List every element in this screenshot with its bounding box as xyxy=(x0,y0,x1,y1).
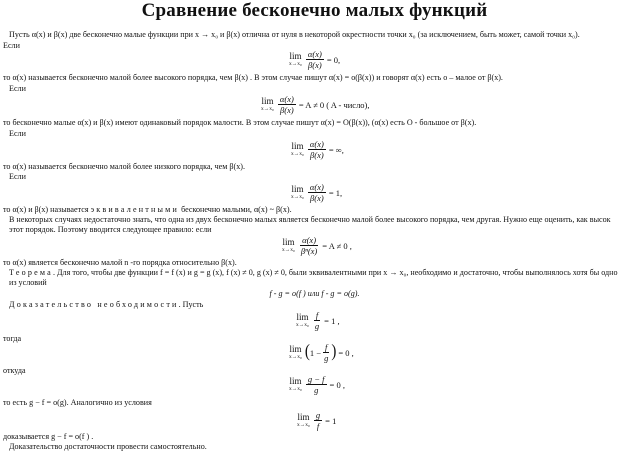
paragraph-equivalent xyxy=(3,205,626,215)
formula-pre: 1 − xyxy=(309,347,322,358)
paragraph-theorem xyxy=(3,268,624,288)
formula-lim-one-minus xyxy=(289,342,354,363)
text-sufficiency: Доказательство достаточности провести самостоятельно. xyxy=(9,442,207,451)
formula-rest: = 0 , xyxy=(338,347,354,358)
lim-operator: lim x→x₀ xyxy=(282,237,295,253)
lim-operator: lim x→x₀ xyxy=(296,312,309,328)
page-title: Сравнение бесконечно малых функций xyxy=(141,0,488,21)
paragraph-order-n: В некоторых случаях недостаточно знать, что одна из двух бесконечно малых является бесконечно малой более высокого порядка, чем другая. Нужно еще оценить, как высок этот порядок. Поэтому вводится следующее правило: если xyxy=(9,215,611,234)
lim-operator: lim x→x₀ xyxy=(261,96,274,112)
paragraph-similarly: то есть g − f = o(g). Аналогично из условия xyxy=(3,398,152,407)
formula-lim-power xyxy=(282,235,352,256)
fraction: $\frac{g - f}{g}$ xyxy=(307,374,325,395)
lim-operator: lim x→x₀ xyxy=(291,141,304,157)
text-whence: откуда xyxy=(3,366,26,375)
formula-lim-infinity xyxy=(291,139,344,160)
text: . Для того, чтобы две функции f = f (x) и g = g (x), f (x) ≠ 0, g (x) ≠ 0, были эквивалентными при x → x₀, необходимо и достаточно, чтобы выполнялось хотя бы одно из условий xyxy=(9,268,618,287)
formula-rest: = 1 , xyxy=(324,315,340,326)
term-equivalent: эквивалентными xyxy=(90,205,180,214)
formula-lim-fg-one xyxy=(296,310,340,331)
formula-rest: = ∞, xyxy=(328,144,344,155)
formula-lim-gf-one xyxy=(297,410,336,431)
paragraph-same-order: то бесконечно малые α(x) и β(x) имеют одинаковый порядок малости. В этом случае пишут α(x) = O(β(x)), (α(x) есть O - большое от β(x). xyxy=(3,118,477,127)
formula-rest: = A ≠ 0 ( A - число), xyxy=(298,99,370,110)
text: . Пусть xyxy=(178,300,204,309)
text-proved: доказывается g − f = o(f ) . xyxy=(3,432,94,441)
formula-rest: = 1, xyxy=(328,187,343,198)
condition-line: f - g = o(f ) или f - g = o(g). xyxy=(269,289,360,298)
text-if-1: Если xyxy=(3,41,20,50)
text-if-3: Если xyxy=(9,129,26,138)
lim-operator: lim x→x₀ xyxy=(289,344,302,360)
formula-lim-g-minus-f xyxy=(289,374,345,395)
formula-rest: = 1 xyxy=(325,415,337,426)
text: то α(x) и β(x) называется xyxy=(3,205,89,214)
fraction: $\frac{g}{f}$ xyxy=(315,410,321,431)
lim-operator: lim x→x₀ xyxy=(289,51,302,67)
lim-operator: lim x→x₀ xyxy=(297,412,310,428)
formula-lim-one xyxy=(291,182,342,203)
fraction: $\frac{f}{g}$ xyxy=(324,342,329,363)
fraction: $\frac{\alpha(x)}{\beta(x)}$ xyxy=(309,139,324,160)
lim-operator: lim x→x₀ xyxy=(291,184,304,200)
fraction: $\frac{\alpha(x)}{\beta(x)}$ xyxy=(307,49,322,70)
fraction: $\frac{f}{g}$ xyxy=(314,310,320,331)
term-theorem: Теорема xyxy=(9,268,53,277)
paren-right: ) xyxy=(331,342,337,362)
paren-left: ( xyxy=(304,342,310,362)
formula-rest: = 0, xyxy=(326,54,341,65)
paragraph-higher-order: то α(x) называется бесконечно малой более высокого порядка, чем β(x) . В этом случае пишут α(x) = o(β(x)) и говорят α(x) есть o – малое от β(x). xyxy=(3,73,503,82)
formula-rest: = A ≠ 0 , xyxy=(322,240,352,251)
formula-rest: = 0 , xyxy=(329,379,345,390)
paragraph-n-th-order: то α(x) является бесконечно малой n -го порядка относительно β(x). xyxy=(3,258,237,267)
text: бесконечно малыми, α(x) ~ β(x). xyxy=(181,205,292,214)
text-if-2: Если xyxy=(9,84,26,93)
term-proof: Доказательство необходимости xyxy=(9,300,179,309)
fraction: $\frac{\alpha(x)}{\text{βⁿ(x)}}$ xyxy=(300,235,318,256)
lim-operator: lim x→x₀ xyxy=(289,376,302,392)
paragraph-intro: Пусть α(x) и β(x) две бесконечно малые функции при x → x₀ и β(x) отлична от нуля в некоторой окрестности точки x₀ (за исключением, быть может, самой точки x₀). xyxy=(9,30,580,39)
text-if-4: Если xyxy=(9,172,26,181)
paragraph-proof xyxy=(3,300,629,310)
formula-lim-zero xyxy=(289,49,340,70)
paragraph-lower-order: то α(x) называется бесконечно малой более низкого порядка, чем β(x). xyxy=(3,162,245,171)
formula-lim-constant xyxy=(261,94,370,115)
fraction: $\frac{\alpha(x)}{\beta(x)}$ xyxy=(279,94,294,115)
text-then: тогда xyxy=(3,334,22,343)
fraction: $\frac{\alpha(x)}{\beta(x)}$ xyxy=(309,182,324,203)
